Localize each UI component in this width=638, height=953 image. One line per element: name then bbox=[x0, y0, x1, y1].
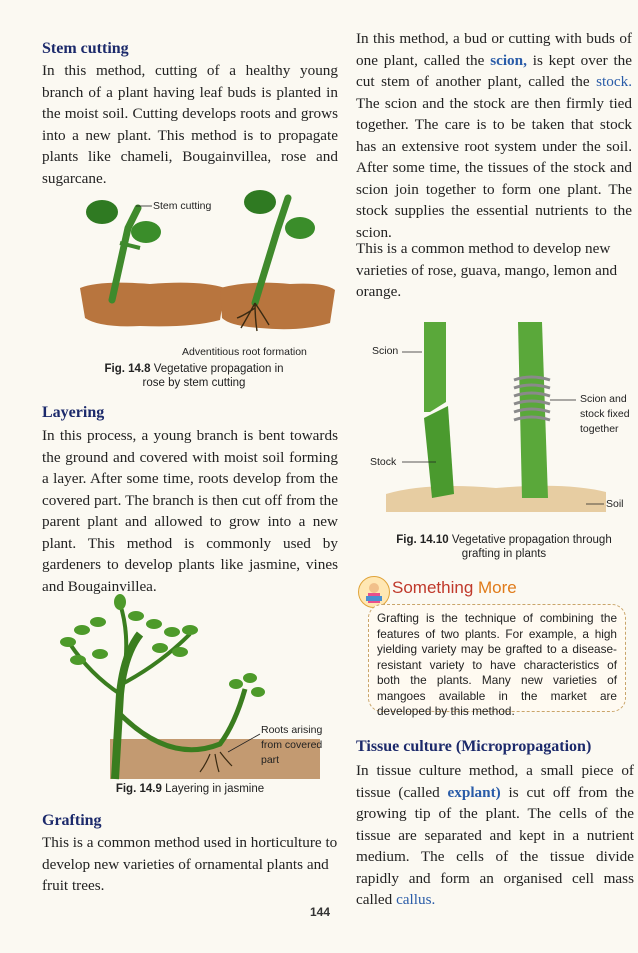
label-scion: Scion bbox=[372, 345, 399, 357]
title-something: Something bbox=[392, 578, 474, 597]
scion-term: scion, bbox=[490, 51, 527, 69]
label-soil: Soil bbox=[606, 498, 624, 510]
title-more: More bbox=[478, 578, 517, 597]
fig-14-8-caption bbox=[96, 362, 292, 390]
soil-right bbox=[220, 283, 335, 330]
tissue-culture-text bbox=[356, 760, 634, 911]
something-more-title bbox=[392, 578, 517, 598]
fig-14-9-caption bbox=[90, 782, 290, 796]
jasmine-leaves bbox=[60, 594, 265, 697]
label-roots-arising: Roots arising from covered part bbox=[261, 724, 323, 766]
soil-left bbox=[80, 283, 225, 327]
something-more-box bbox=[356, 574, 636, 722]
tissue-text-a: In tissue culture method, a small piece of tissue (called bbox=[356, 762, 634, 801]
fig-14-8-text: Vegetative propagation in rose by stem cutting bbox=[142, 363, 284, 389]
leaf bbox=[131, 221, 161, 243]
fig-14-9-num: Fig. 14.9 bbox=[115, 783, 162, 795]
label-scion-stock-fixed: Scion and stock fixed together bbox=[580, 393, 630, 435]
soil bbox=[386, 486, 606, 512]
leaf bbox=[86, 200, 118, 224]
stem-cutting-heading: Stem cutting bbox=[42, 40, 129, 57]
stem-cutting-text: In this method, cutting of a healthy young branch of a plant having leaf buds is planted in the moist soil. Cutting develops roots and grows into a new plant. This method is to propagate plants like chameli, Bougainvillea, rose and sugarcane. bbox=[42, 62, 338, 187]
label-adventitious-root: Adventitious root formation bbox=[182, 346, 307, 358]
fig-14-10-caption bbox=[384, 533, 624, 561]
grafting-heading: Grafting bbox=[42, 812, 102, 829]
grafting-text: This is a common method used in horticulture to develop new varieties of ornamental plants and fruit trees. bbox=[42, 834, 338, 894]
grafting-text-b: is kept over the cut stem of another plant, called the bbox=[356, 51, 632, 90]
grafting-description bbox=[356, 28, 632, 243]
fig-14-10-num: Fig. 14.10 bbox=[396, 534, 449, 546]
tissue-culture-heading: Tissue culture (Micropropagation) bbox=[356, 738, 592, 755]
stock-term: stock. bbox=[596, 73, 632, 90]
callus-term: callus. bbox=[396, 891, 436, 908]
fig-14-8-num: Fig. 14.8 bbox=[104, 363, 151, 375]
grafting-varieties-text: This is a common method to develop new varieties of rose, guava, mango, lemon and orange. bbox=[356, 240, 618, 300]
explant-term: explant) bbox=[447, 783, 501, 801]
tissue-text-b: is cut off from the growing tip of the plant. The cells of the tissue are separated and kept in a nutrient medium. The cells of the tissue divide rapidly and form an organised cell mass called bbox=[356, 783, 634, 908]
something-more-text: Grafting is the technique of combining the features of two plants. For example, a high yielding variety may be grafted to a disease-resistant variety to have characteristics of both the plants. Many new varieties of mangoes available in the market are developed by this method. bbox=[368, 604, 626, 712]
page-number: 144 bbox=[309, 905, 331, 919]
leaf bbox=[244, 190, 276, 214]
fig-14-9-text: Layering in jasmine bbox=[165, 783, 265, 795]
stem-cutting-figure bbox=[60, 188, 340, 358]
layering-text: In this process, a young branch is bent towards the ground and covered with moist soil forming a layer. After some time, roots develop from the covered part. The branch is then cut off from the parent plant and allowed to grow into a new plant. This method is commonly used by gardeners to develop plants like jasmine, vines and Bougainvillea. bbox=[42, 427, 338, 595]
leaf bbox=[285, 217, 315, 239]
stock bbox=[424, 406, 454, 498]
grafting-text-a: In this method, a bud or cutting with buds of one plant, called the bbox=[356, 30, 632, 69]
fig-14-10-text: Vegetative propagation through grafting in plants bbox=[451, 534, 612, 560]
label-stem-cutting: Stem cutting bbox=[153, 200, 212, 212]
layering-heading: Layering bbox=[42, 404, 105, 421]
child-figure-icon bbox=[359, 577, 389, 607]
label-stock: Stock bbox=[370, 456, 397, 468]
grafting-text-c: The scion and the stock are then firmly tied together. The care is to be taken that stock has an extensive root system under the soil. After some time, the tissues of the stock and scion join together to form one plant. The stock supplies the essential nutrients to the scion. bbox=[356, 94, 632, 241]
scion bbox=[424, 322, 446, 412]
